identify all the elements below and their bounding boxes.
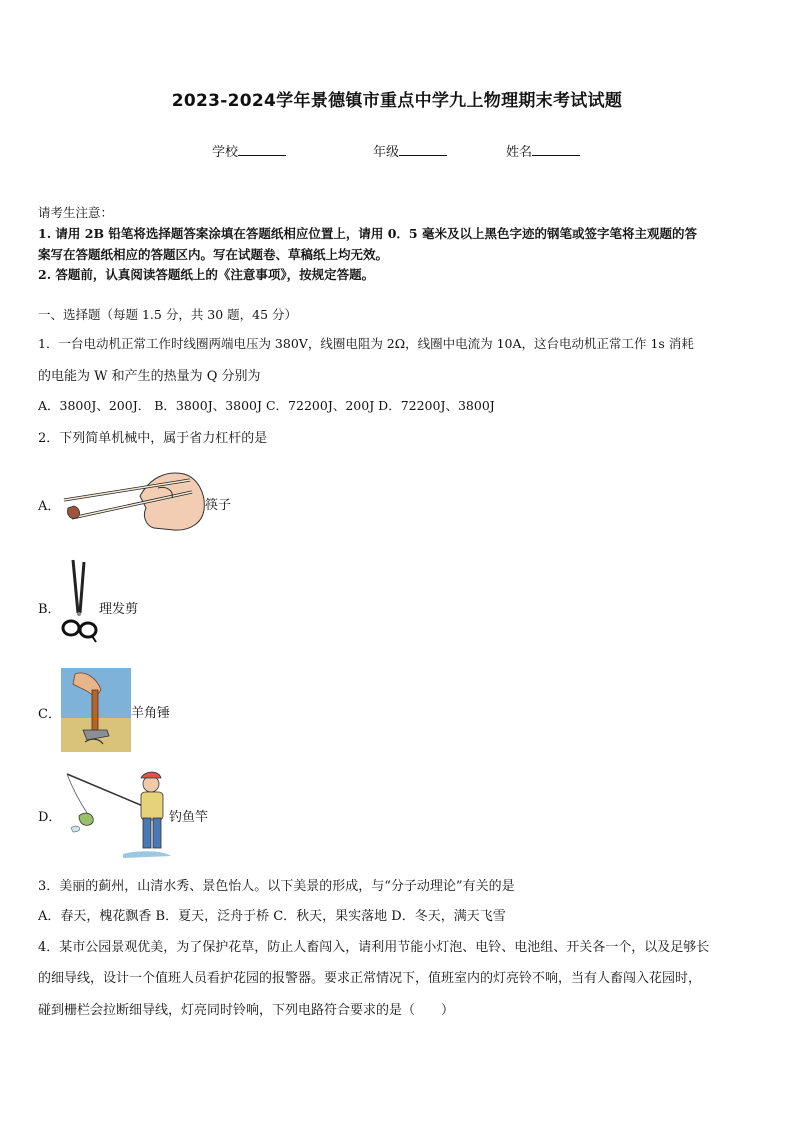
section1-heading: 一、选择题（每题 1.5 分，共 30 题，45 分） — [38, 307, 298, 322]
fishing-rod-image — [63, 770, 171, 862]
q3-options: A．春天，槐花飘香 B．夏天，泛舟于桥 C．秋天，果实落地 D．冬天，满天飞雪 — [38, 909, 506, 924]
q1-line1: 1．一台电动机正常工作时线圈两端电压为 380V，线圈电阻为 2Ω，线圈中电流为 10A，这台电动机正常工作 1s 消耗 — [38, 336, 694, 351]
school-field — [212, 141, 286, 160]
claw-hammer-image — [61, 668, 131, 752]
q4-line1: 4．某市公园景观优美，为了保护花草，防止人畜闯入，请利用节能小灯泡、电铃、电池组、开关各一个，以及足够长 — [38, 940, 710, 955]
q2-option-d-label: D． — [38, 810, 62, 825]
q1-line2: 的电能为 W 和产生的热量为 Q 分别为 — [38, 369, 261, 384]
scissors-image — [58, 558, 100, 642]
grade-field — [373, 141, 447, 160]
name-blank — [532, 143, 580, 156]
q2-option-b-label: B． — [38, 602, 61, 617]
q2-option-a-label: A． — [38, 499, 61, 514]
q4-line2: 的细导线，设计一个值班人员看护花园的报警器。要求正常情况下，值班室内的灯亮铃不响，当有人畜闯入花园时， — [38, 971, 702, 986]
school-blank — [238, 143, 286, 156]
q2-option-c-label: C． — [38, 707, 61, 722]
notice-heading: 请考生注意： — [38, 205, 114, 220]
name-label: 姓名 — [506, 145, 533, 160]
school-label: 学校 — [212, 145, 239, 160]
q3-stem: 3．美丽的蓟州，山清水秀、景色怡人。以下美景的形成，与“分子动理论”有关的是 — [38, 879, 515, 894]
chopsticks-image — [62, 468, 207, 532]
q2-option-a-caption: 筷子 — [205, 498, 232, 513]
grade-blank — [399, 143, 447, 156]
q2-option-b-caption: 理发剪 — [99, 602, 139, 617]
notice-item1-line1: 1. 请用 2B 铅笔将选择题答案涂填在答题纸相应位置上，请用 0．5 毫米及以上黑色字迹的钢笔或签字笔将主观题的答 — [38, 226, 697, 241]
notice-item2: 2. 答题前，认真阅读答题纸上的《注意事项》，按规定答题。 — [38, 267, 375, 282]
q1-options: A．3800J、200J． B．3800J、3800J C．72200J、200J D．72200J、3800J — [38, 398, 495, 413]
notice-item1-line2: 案写在答题纸相应的答题区内。写在试题卷、草稿纸上均无效。 — [38, 247, 389, 262]
q4-line3: 碰到栅栏会拉断细导线，灯亮同时铃响，下列电路符合要求的是（ ） — [38, 1003, 455, 1018]
q2-stem: 2．下列简单机械中，属于省力杠杆的是 — [38, 431, 268, 446]
grade-label: 年级 — [373, 145, 400, 160]
name-field — [506, 141, 580, 160]
q2-option-d-caption: 钓鱼竿 — [169, 810, 209, 825]
q2-option-c-caption: 羊角锤 — [131, 706, 171, 721]
page-title: 2023-2024学年景德镇市重点中学九上物理期末考试试题 — [171, 91, 623, 111]
